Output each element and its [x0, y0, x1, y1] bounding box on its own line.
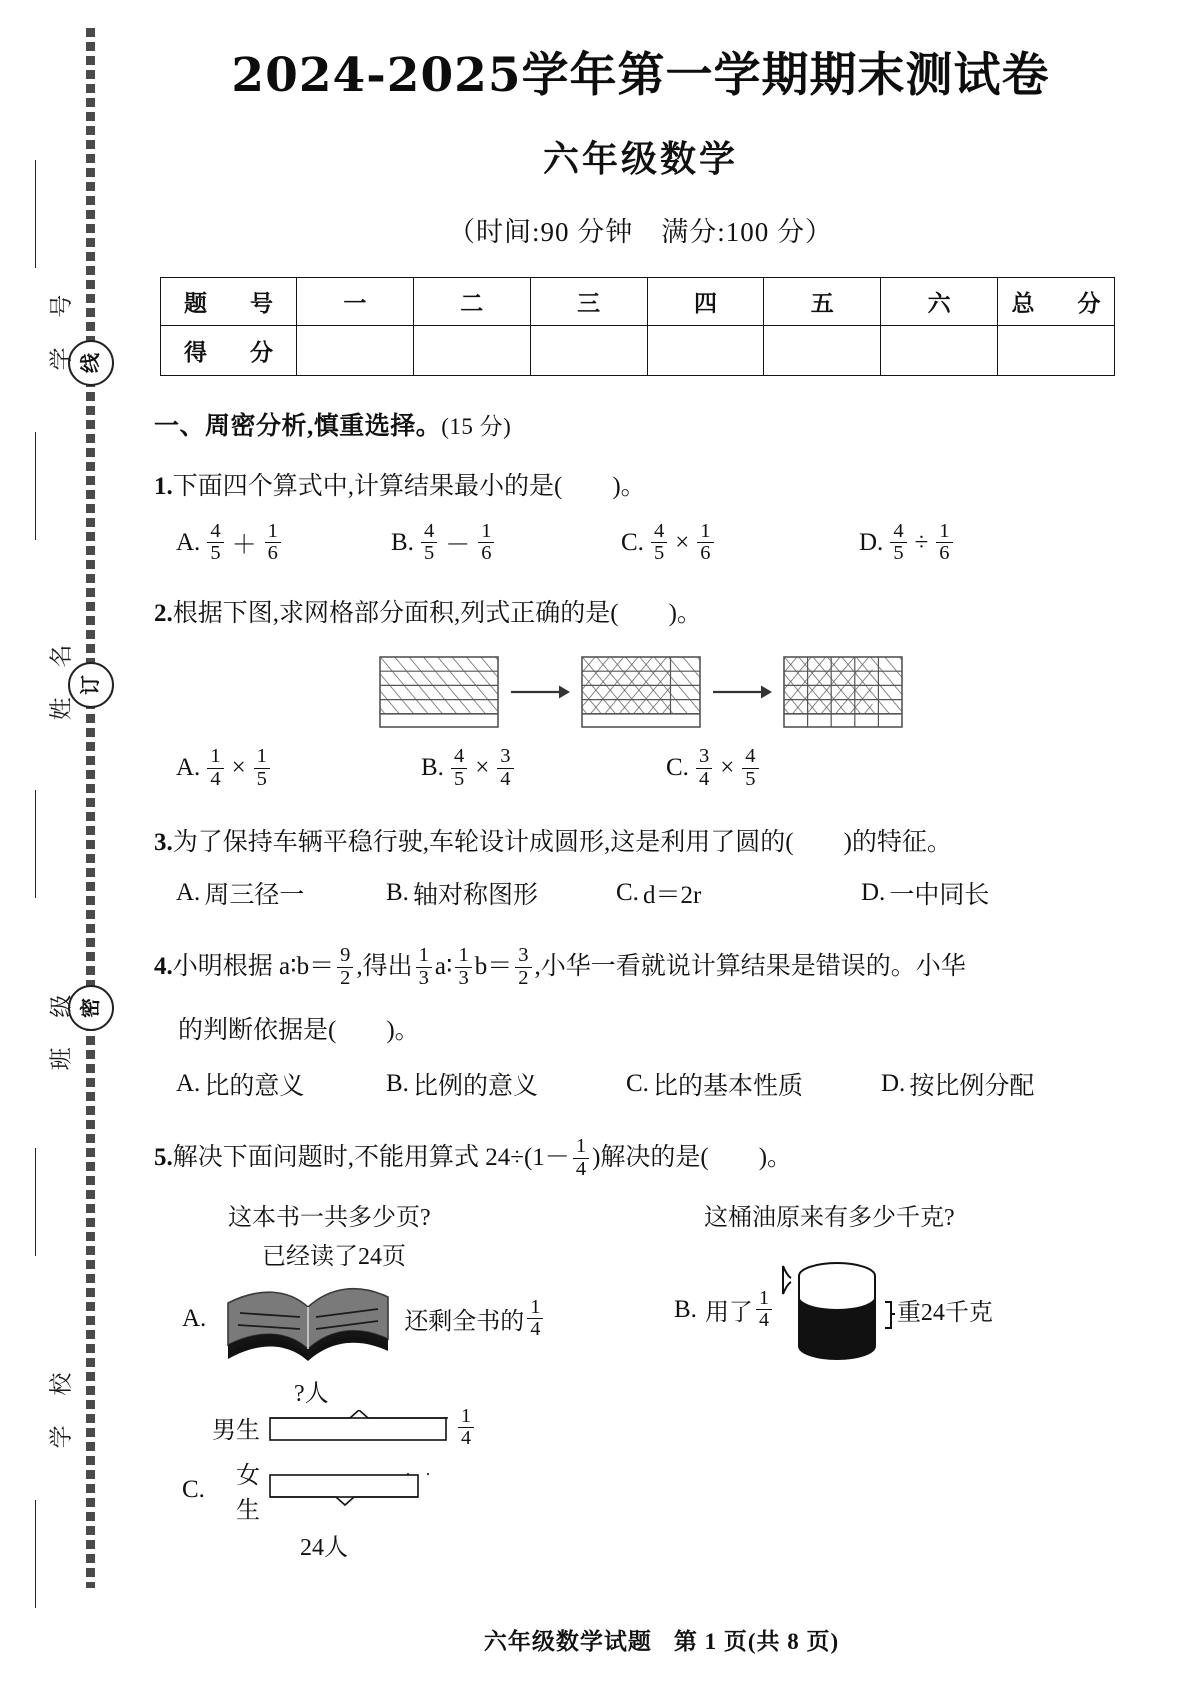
- question-1-option-a[interactable]: [176, 521, 391, 565]
- numerator: 1: [530, 1296, 541, 1319]
- denominator: 3: [455, 967, 471, 990]
- sidebar-rule: [35, 160, 36, 268]
- table-row: [161, 278, 1115, 326]
- numerator: 4: [210, 519, 221, 542]
- question-3-options: [176, 875, 1139, 911]
- option-label: A.: [176, 754, 201, 782]
- denominator: 4: [696, 768, 712, 791]
- question-3-option-d[interactable]: [861, 875, 989, 911]
- score-cell[interactable]: [647, 326, 764, 376]
- bar-model-girls: [266, 1473, 456, 1507]
- operator: ×: [675, 528, 690, 556]
- score-cell[interactable]: [530, 326, 647, 376]
- seal-char-mi: 密: [68, 985, 114, 1031]
- exam-meta: （时间:90 分钟 满分:100 分）: [447, 217, 833, 247]
- score-table-col-5: 五: [764, 278, 881, 326]
- denominator: 4: [573, 1158, 589, 1181]
- numerator: 1: [575, 1135, 587, 1158]
- denominator: 5: [742, 768, 758, 791]
- question-2-option-a[interactable]: [176, 746, 421, 790]
- numerator: 1: [758, 1287, 769, 1310]
- option-label: D.: [859, 528, 884, 556]
- fraction: [207, 521, 223, 565]
- question-2-option-b[interactable]: [421, 746, 666, 790]
- fraction: [478, 521, 494, 565]
- score-table: [160, 277, 1115, 376]
- question-2-options: [176, 746, 1139, 790]
- question-2: [154, 595, 1139, 634]
- numerator: 1: [461, 1404, 471, 1427]
- question-4-text-part-2: ,得出: [356, 952, 413, 980]
- option-text: 周三径一: [204, 882, 305, 910]
- grid-figure-2: [581, 656, 701, 728]
- bar-model-boys: [266, 1410, 456, 1444]
- score-cell[interactable]: [297, 326, 414, 376]
- question-4-number: 4.: [154, 952, 173, 980]
- question-2-figures: [142, 656, 1139, 728]
- operator: ×: [475, 754, 490, 782]
- footer-title: 六年级数学试题: [483, 1629, 652, 1654]
- table-row: [161, 326, 1115, 376]
- fraction: [451, 746, 467, 790]
- denominator: 5: [890, 542, 906, 565]
- denominator: 6: [697, 542, 713, 565]
- denominator: 2: [515, 967, 531, 990]
- grid-figure-1: [379, 656, 499, 728]
- fraction: [515, 945, 531, 989]
- fraction: [421, 521, 437, 565]
- denominator: 4: [207, 768, 223, 791]
- question-5-picture-options: [154, 1197, 1139, 1562]
- option-label: B.: [391, 528, 414, 556]
- oil-bucket-icon: [777, 1254, 895, 1366]
- question-4-option-b[interactable]: [386, 1066, 626, 1102]
- option-label: D.: [881, 1070, 906, 1098]
- seal-dashed-line: [86, 28, 95, 1588]
- denominator: 5: [207, 542, 223, 565]
- question-4-option-a[interactable]: [176, 1066, 386, 1102]
- numerator: 1: [256, 744, 267, 767]
- question-3-number: 3.: [154, 829, 173, 857]
- fraction: [207, 746, 223, 790]
- page-title: 2024-2025学年第一学期期末测试卷: [231, 48, 1050, 103]
- numerator: 1: [700, 519, 711, 542]
- fraction: [254, 746, 270, 790]
- numerator: 9: [340, 944, 351, 967]
- operator: ＋: [231, 531, 257, 559]
- question-3: [154, 824, 1139, 863]
- option-text: 一中同长: [889, 882, 990, 910]
- question-5-text-part-2: )解决的是( )。: [592, 1144, 793, 1172]
- score-table-col-2: 二: [413, 278, 530, 326]
- arrow-right-icon: [711, 682, 773, 702]
- fraction: [337, 945, 353, 989]
- question-1-option-b[interactable]: [391, 521, 621, 565]
- question-1-options: [176, 521, 1139, 565]
- option-c-label: C.: [182, 1476, 205, 1504]
- denominator: 5: [651, 542, 667, 565]
- option-a-right-text: 还剩全书的: [404, 1309, 525, 1336]
- question-1-number: 1.: [154, 473, 173, 500]
- question-5-option-c[interactable]: [182, 1373, 652, 1562]
- question-5-number: 5.: [154, 1144, 173, 1172]
- exam-sheet: [132, 0, 1191, 1684]
- arrow-right-icon: [509, 682, 571, 702]
- score-table-row-header: 题 号: [161, 278, 297, 326]
- numerator: 1: [481, 519, 492, 542]
- denominator: 4: [527, 1318, 543, 1340]
- option-b-left-text: 用了: [704, 1300, 753, 1327]
- option-a-caption-top: 这本书一共多少页?: [228, 1204, 431, 1231]
- option-text: d＝2r: [642, 882, 702, 910]
- fraction: [697, 521, 713, 565]
- score-table-row-header: 得 分: [161, 326, 297, 376]
- option-label: C.: [616, 879, 639, 907]
- numerator: 4: [893, 519, 904, 542]
- operator: －: [445, 531, 471, 559]
- question-4-text-part-5: ,小华一看就说计算结果是错误的。小华: [534, 952, 966, 980]
- question-5-option-b[interactable]: [674, 1197, 1124, 1366]
- numerator: 1: [210, 744, 221, 767]
- section-heading: [154, 406, 1139, 442]
- question-1: [154, 468, 1139, 507]
- page-footer: [132, 1623, 1191, 1656]
- fraction: [527, 1297, 543, 1340]
- option-label: C.: [666, 754, 689, 782]
- seal-char-xian: 线: [68, 340, 114, 386]
- option-label: C.: [621, 528, 644, 556]
- option-text: 比例的意义: [412, 1073, 538, 1101]
- question-5-text-part-1: 解决下面问题时,不能用算式 24÷(1－: [172, 1144, 570, 1172]
- fraction: [742, 746, 758, 790]
- question-1-text: 下面四个算式中,计算结果最小的是( )。: [172, 473, 646, 500]
- question-4-options: [176, 1066, 1139, 1102]
- fraction: [455, 945, 471, 989]
- denominator: 5: [451, 768, 467, 791]
- option-label: B.: [386, 1070, 409, 1098]
- question-4-text-part-4: b＝: [474, 952, 513, 980]
- question-4-option-d[interactable]: [881, 1066, 1034, 1102]
- fraction: [756, 1288, 772, 1331]
- question-3-option-b[interactable]: [386, 875, 616, 911]
- question-2-number: 2.: [154, 600, 173, 628]
- score-cell[interactable]: [881, 326, 998, 376]
- denominator: 2: [337, 967, 353, 990]
- option-label: B.: [386, 879, 409, 907]
- open-book-icon: [220, 1273, 400, 1365]
- operator: ÷: [914, 528, 929, 556]
- fraction: [651, 521, 667, 565]
- fraction: [696, 746, 712, 790]
- sidebar-label-student-id: 学 号: [48, 282, 74, 371]
- denominator: 5: [254, 768, 270, 791]
- score-table-col-4: 四: [647, 278, 764, 326]
- question-1-option-c[interactable]: [621, 521, 859, 565]
- question-2-text: 根据下图,求网格部分面积,列式正确的是( )。: [172, 600, 702, 628]
- option-c-row-1-label: 男生: [212, 1417, 260, 1444]
- numerator: 3: [500, 744, 511, 767]
- option-b-label: B.: [674, 1295, 697, 1323]
- denominator: 4: [458, 1427, 474, 1449]
- option-label: C.: [626, 1070, 649, 1098]
- denominator: 6: [936, 542, 952, 565]
- operator: ×: [231, 754, 246, 782]
- binding-sidebar: [0, 0, 132, 1684]
- denominator: 6: [478, 542, 494, 565]
- fraction: [936, 521, 952, 565]
- option-label: A.: [176, 528, 201, 556]
- question-5-option-a[interactable]: [182, 1197, 652, 1365]
- numerator: 1: [939, 519, 950, 542]
- numerator: 4: [745, 744, 756, 767]
- denominator: 3: [416, 967, 432, 990]
- numerator: 1: [418, 944, 429, 967]
- score-table-col-3: 三: [530, 278, 647, 326]
- option-text: 轴对称图形: [412, 882, 538, 910]
- fraction: [890, 521, 906, 565]
- denominator: 4: [497, 768, 513, 791]
- score-cell[interactable]: [764, 326, 881, 376]
- option-label: D.: [861, 879, 886, 907]
- sidebar-rule: [35, 790, 36, 898]
- fraction: [265, 521, 281, 565]
- question-4-line-1: [154, 945, 1139, 989]
- option-label: B.: [421, 754, 444, 782]
- sidebar-rule: [35, 1148, 36, 1256]
- numerator: 4: [423, 519, 435, 542]
- sidebar-label-school: 学 校: [48, 1360, 74, 1449]
- section-points: (15 分): [441, 414, 512, 439]
- question-3-text: 为了保持车辆平稳行驶,车轮设计成圆形,这是利用了圆的( )的特征。: [172, 829, 952, 857]
- operator: ×: [720, 754, 735, 782]
- question-3-option-a[interactable]: [176, 875, 386, 911]
- option-c-row-2-label: 女生: [236, 1463, 260, 1525]
- option-text: 比的基本性质: [652, 1073, 803, 1101]
- question-3-option-c[interactable]: [616, 875, 861, 911]
- option-c-bottom-mark: 24人: [300, 1535, 348, 1562]
- score-cell[interactable]: [998, 326, 1115, 376]
- fraction: [497, 746, 513, 790]
- fraction: [458, 1406, 474, 1449]
- question-4-line-2: 的判断依据是( )。: [178, 1016, 420, 1044]
- score-cell[interactable]: [413, 326, 530, 376]
- question-4-text-part-3: a∶: [434, 952, 453, 980]
- fraction: [416, 945, 432, 989]
- option-a-label: A.: [182, 1304, 207, 1332]
- question-4-option-c[interactable]: [626, 1066, 881, 1102]
- denominator: 5: [421, 542, 437, 565]
- question-1-option-d[interactable]: [859, 521, 956, 565]
- numerator: 1: [458, 944, 469, 967]
- sidebar-label-class: 班 级: [48, 982, 74, 1071]
- option-b-caption-top: 这桶油原来有多少千克?: [704, 1204, 955, 1231]
- numerator: 1: [267, 519, 278, 542]
- grid-figure-3: [783, 656, 903, 728]
- denominator: 4: [756, 1309, 772, 1331]
- option-label: A.: [176, 1070, 201, 1098]
- subject-title: 六年级数学: [542, 139, 738, 179]
- option-c-top-mark: ?人: [294, 1380, 329, 1407]
- score-table-col-total: 总 分: [998, 278, 1115, 326]
- numerator: 3: [518, 944, 529, 967]
- sidebar-rule: [35, 1500, 36, 1608]
- fraction: [573, 1136, 589, 1180]
- denominator: 6: [265, 542, 281, 565]
- score-table-col-6: 六: [881, 278, 998, 326]
- section-heading-text: 一、周密分析,慎重选择。: [154, 413, 442, 440]
- option-a-caption-sub: 已经读了24页: [262, 1243, 406, 1270]
- sidebar-label-name: 姓 名: [48, 632, 74, 721]
- question-2-option-c[interactable]: [666, 746, 762, 790]
- numerator: 3: [698, 744, 710, 767]
- option-label: A.: [176, 879, 201, 907]
- seal-char-ding: 订: [68, 662, 114, 708]
- numerator: 4: [653, 519, 665, 542]
- option-text: 按比例分配: [909, 1073, 1035, 1101]
- sidebar-rule: [35, 432, 36, 540]
- question-5: [154, 1136, 1139, 1180]
- option-text: 比的意义: [204, 1073, 305, 1101]
- question-4-text-part-1: 小明根据 a∶b＝: [172, 952, 335, 980]
- footer-page-number: 第 1 页(共 8 页): [673, 1629, 840, 1654]
- score-table-col-1: 一: [297, 278, 414, 326]
- numerator: 4: [453, 744, 465, 767]
- option-b-right-text: 重24千克: [896, 1300, 993, 1327]
